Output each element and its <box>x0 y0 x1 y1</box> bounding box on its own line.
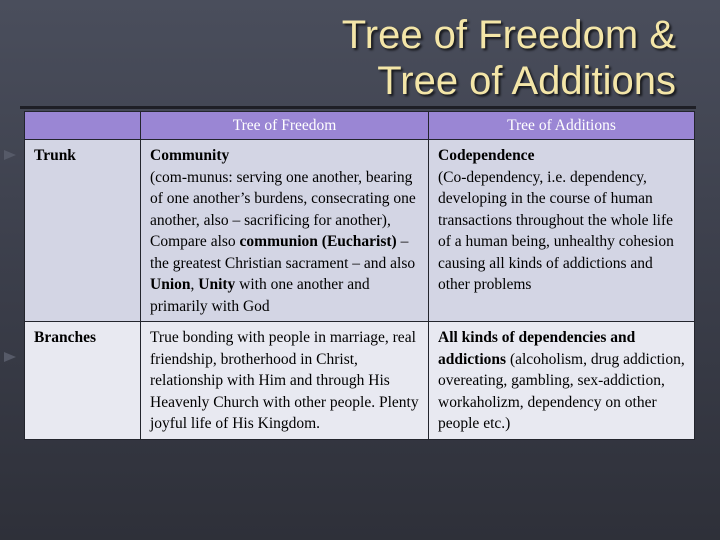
title-divider <box>20 106 696 109</box>
slide-title-line-1: Tree of Freedom & <box>341 13 676 57</box>
community-description: (com-munus: serving one another, bearing of one another’s burdens, consecrating one another, also – sacrificing for another), Compare also <box>150 168 416 250</box>
slide-title-line-2: Tree of Additions <box>377 59 676 103</box>
table-row <box>25 140 695 322</box>
separator-text: , <box>190 276 199 293</box>
header-tree-of-freedom: Tree of Freedom <box>141 112 429 140</box>
comparison-table <box>24 111 695 440</box>
header-tree-of-additions: Tree of Additions <box>429 112 695 140</box>
codependence-description: (Co-dependency, i.e. dependency, developing in the course of human transactions throughout the whole life of a human being, unhealthy cohesion causing all kinds of addictions and other problems <box>438 168 674 293</box>
table-row <box>25 322 695 440</box>
term-communion: communion (Eucharist) <box>239 233 397 250</box>
term-dependencies: All kinds of dependencies and addictions <box>438 329 636 368</box>
branches-additions-cell <box>429 322 695 440</box>
term-community: Community <box>150 147 230 164</box>
bullet-arrow-icon <box>4 150 16 160</box>
slide-title <box>216 12 676 104</box>
bullet-arrow-icon <box>4 352 16 362</box>
term-unity: Unity <box>198 276 236 293</box>
branches-freedom-cell: True bonding with people in marriage, real friendship, brotherhood in Christ, relationship with Him and through His Heavenly Church with other people. Plenty joyful life of His Kingdom. <box>141 322 429 440</box>
row-label-trunk: Trunk <box>25 140 141 322</box>
header-empty-cell <box>25 112 141 140</box>
communion-description: – the greatest Christian sacrament – and also <box>150 233 416 272</box>
table-header-row <box>25 112 695 140</box>
trunk-freedom-cell <box>141 140 429 322</box>
term-codependence: Codependence <box>438 147 535 164</box>
dependencies-description: (alcoholism, drug addiction, overeating, gambling, sex-addiction, workaholizm, dependency on other people etc.) <box>438 350 685 432</box>
unity-description: with one another and primarily with God <box>150 276 370 315</box>
trunk-additions-cell <box>429 140 695 322</box>
row-label-branches: Branches <box>25 322 141 440</box>
term-union: Union <box>150 276 191 293</box>
